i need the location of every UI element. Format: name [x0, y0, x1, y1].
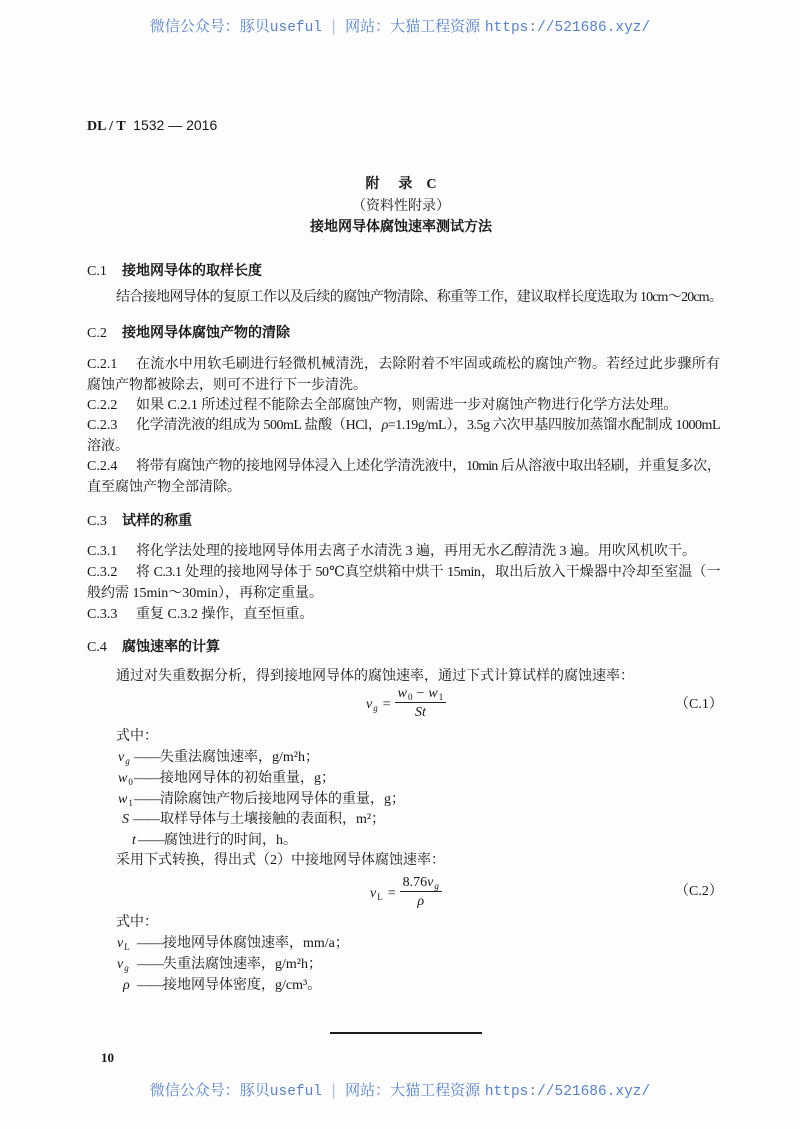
- clause-c2-1: [87, 355, 720, 375]
- conversion-text: 采用下式转换，得出式（2）中接地网导体腐蚀速率：: [116, 853, 445, 868]
- clause-number: C.2.1: [87, 357, 118, 372]
- clause-number: C.2.2: [87, 398, 118, 413]
- denominator: [417, 892, 424, 912]
- symbol-v: v: [427, 875, 434, 890]
- section-title: 试样的称重: [122, 513, 192, 529]
- appendix-label: 附 录: [365, 176, 413, 192]
- watermark-site-label: 网站：大猫工程资源: [345, 1081, 481, 1099]
- equals-sign: =: [387, 885, 396, 901]
- symbol: S: [122, 812, 129, 827]
- clause-line: 如果 C.2.1 所述过程不能除去全部腐蚀产物，则需进一步对腐蚀产物进行化学方法处理。: [136, 398, 678, 413]
- clause-c3-1: [87, 542, 696, 562]
- fraction: [400, 875, 442, 912]
- clause-line: [136, 416, 720, 436]
- variable-symbol: [118, 769, 133, 789]
- dash: ——: [137, 978, 163, 993]
- variable-definition: [116, 976, 716, 996]
- clause-line: 在流水中用软毛刷进行轻微机械清洗，去除附着不牢固或疏松的腐蚀产物。若经过此步骤所有: [136, 357, 720, 372]
- watermark-top: [0, 16, 800, 36]
- watermark-account-label: 微信公众号：豚贝: [149, 17, 270, 35]
- section-heading-c3: [87, 511, 192, 531]
- variable-description: 清除腐蚀产物后接地网导体的重量，g；: [160, 792, 405, 807]
- subscript: L: [124, 942, 130, 952]
- appendix-nature: （资料性附录）: [352, 198, 450, 214]
- where-label: 式中：: [116, 729, 158, 744]
- appendix-heading: [0, 174, 800, 194]
- clause-continuation-line: 腐蚀产物都被除去，则可不进行下一步清洗。: [87, 378, 367, 393]
- clause-number: C.3.1: [87, 544, 118, 559]
- subscript: g: [125, 756, 130, 766]
- fraction: [395, 686, 447, 723]
- clause-c3-3: [87, 605, 313, 625]
- formula-label-c2: （C.2）: [675, 884, 723, 899]
- watermark-site-label: 网站：大猫工程资源: [345, 17, 481, 35]
- section-heading-c1: [87, 261, 262, 281]
- symbol-w: w: [428, 686, 438, 701]
- clause-continuation-line: 溶液。: [87, 439, 129, 454]
- page-number: 10: [101, 1050, 114, 1065]
- variable-symbol: [118, 748, 130, 768]
- clause-c2-4: [87, 457, 720, 477]
- standard-code: [87, 115, 217, 135]
- coefficient: 8.76: [402, 875, 428, 890]
- symbol-v: v: [370, 885, 377, 901]
- variable-description: 接地网导体的初始重量，g；: [160, 771, 335, 786]
- subscript: g: [124, 963, 129, 973]
- clause-continuation-line: 直至腐蚀产物全部清除。: [87, 480, 241, 495]
- section-c4-intro: 通过对失重数据分析，得到接地网导体的腐蚀速率，通过下式计算试样的腐蚀速率：: [116, 669, 634, 684]
- formula-label-c1: （C.1）: [675, 697, 723, 712]
- watermark-separator: |: [331, 17, 337, 35]
- watermark-bottom: [0, 1080, 800, 1100]
- section-heading-c4: [87, 637, 220, 657]
- clause-text-post: =1.19g/mL），3.5g 六次甲基四胺加蒸馏水配制成 1000mL: [387, 418, 720, 433]
- section-title: 腐蚀速率的计算: [122, 639, 220, 655]
- section-c1-body: [116, 288, 722, 308]
- variable-description: 失重法腐蚀速率，g/m²h；: [160, 750, 319, 765]
- clause-line: 将 C.3.1 处理的接地网导体于 50℃真空烘箱中烘干 15min，取出后放入干燥器中冷却至室温（一: [136, 565, 720, 580]
- equals-sign: =: [382, 696, 391, 712]
- clause-number: C.3.2: [87, 565, 118, 580]
- section-heading-c2: [87, 323, 290, 343]
- dash: ——: [137, 936, 163, 951]
- appendix-letter: C: [426, 177, 437, 192]
- variable-description: 失重法腐蚀速率，g/m²h；: [163, 957, 322, 972]
- dash: ——: [137, 957, 163, 972]
- variable-description: 接地网导体密度，g/cm³。: [163, 978, 322, 993]
- standard-code-prefix: DL / T: [87, 119, 126, 134]
- variable-symbol: [117, 934, 130, 954]
- variable-definition: [116, 934, 716, 954]
- paragraph-line: 结合接地网导体的复原工作以及后续的腐蚀产物清除、称重等工作，建议取样长度选取为 10cm～20cm。: [116, 290, 722, 305]
- clause-c2-3: [87, 416, 720, 436]
- watermark-account-label: 微信公众号：豚贝: [149, 1081, 270, 1099]
- variable-definition: [116, 955, 716, 975]
- subscript: 1: [438, 692, 444, 702]
- denominator-symbols: St: [414, 705, 426, 720]
- subscript: 0: [407, 692, 413, 702]
- variable-definition: [116, 810, 716, 830]
- dash: ——: [134, 792, 160, 807]
- symbol: v: [118, 750, 125, 765]
- watermark-separator: |: [331, 1081, 337, 1099]
- end-of-appendix-rule: [330, 1032, 482, 1034]
- formula-c2: [370, 875, 442, 912]
- variable-symbol: [117, 955, 129, 975]
- variable-symbol: [118, 790, 133, 810]
- variable-definition: [116, 769, 716, 789]
- clause-line: 将带有腐蚀产物的接地网导体浸入上述化学清洗液中，10min 后从溶液中取出轻刷，并重复多次，: [136, 459, 720, 474]
- numerator: [400, 875, 442, 891]
- clause-continuation-line: 般约需 15min～30min），再称定重量。: [87, 586, 324, 601]
- symbol-w: w: [397, 686, 407, 701]
- density-symbol: ρ: [417, 894, 425, 909]
- clause-text-pre: 化学清洗液的组成为 500mL 盐酸（HCl，: [136, 418, 382, 433]
- where-label: 式中：: [116, 915, 158, 930]
- denominator: [415, 703, 426, 723]
- appendix-title: 接地网导体腐蚀速率测试方法: [310, 219, 492, 235]
- density-symbol: ρ: [381, 418, 388, 433]
- watermark-site-url: https://521686.xyz/: [484, 20, 651, 36]
- numerator: [395, 686, 447, 702]
- subscript: L: [377, 891, 383, 902]
- section-title: 接地网导体的取样长度: [122, 263, 262, 279]
- section-number: C.2: [87, 326, 107, 341]
- section-title: 接地网导体腐蚀产物的清除: [122, 325, 290, 341]
- variable-definition: [116, 831, 716, 851]
- formula-c1: [366, 686, 446, 723]
- minus-sign: −: [416, 686, 425, 701]
- variable-symbol: [122, 810, 130, 830]
- variable-description: 接地网导体腐蚀速率，mm/a；: [163, 936, 349, 951]
- subscript: 1: [128, 798, 133, 808]
- clause-number: C.3.3: [87, 607, 118, 622]
- formula-lhs: [366, 697, 378, 713]
- dash: ——: [133, 812, 159, 827]
- variable-description: 腐蚀进行的时间，h。: [164, 833, 297, 848]
- subscript: 0: [128, 777, 133, 787]
- clause-line: 重复 C.3.2 操作，直至恒重。: [136, 607, 314, 622]
- section-number: C.4: [87, 640, 107, 655]
- dash: ——: [134, 771, 160, 786]
- clause-c2-2: [87, 396, 677, 416]
- symbol: v: [117, 936, 124, 951]
- subscript: g: [434, 881, 439, 891]
- section-number: C.3: [87, 514, 107, 529]
- variable-definition: [116, 790, 716, 810]
- section-number: C.1: [87, 264, 107, 279]
- dash: ——: [138, 833, 164, 848]
- variable-symbol: [132, 831, 137, 851]
- variable-symbol: [123, 976, 131, 996]
- watermark-account-brand: useful: [269, 1084, 323, 1100]
- formula-lhs: [370, 886, 383, 902]
- dash: ——: [134, 750, 160, 765]
- symbol: w: [118, 771, 128, 786]
- subscript: g: [373, 702, 378, 713]
- clause-line: 将化学法处理的接地网导体用去离子水清洗 3 遍，再用无水乙醇清洗 3 遍。用吹风机吹干。: [136, 544, 696, 559]
- symbol-v: v: [366, 696, 373, 712]
- watermark-account-brand: useful: [269, 20, 323, 36]
- clause-number: C.2.4: [87, 459, 118, 474]
- symbol: ρ: [123, 978, 130, 993]
- clause-c3-2: [87, 563, 720, 583]
- standard-code-number: 1532 — 2016: [133, 117, 218, 133]
- watermark-site-url: https://521686.xyz/: [484, 1084, 651, 1100]
- symbol: t: [132, 833, 136, 848]
- symbol: v: [117, 957, 124, 972]
- variable-definition: [116, 748, 716, 768]
- clause-number: C.2.3: [87, 418, 118, 433]
- variable-description: 取样导体与土壤接触的表面积，m²；: [160, 812, 386, 827]
- symbol: w: [118, 792, 128, 807]
